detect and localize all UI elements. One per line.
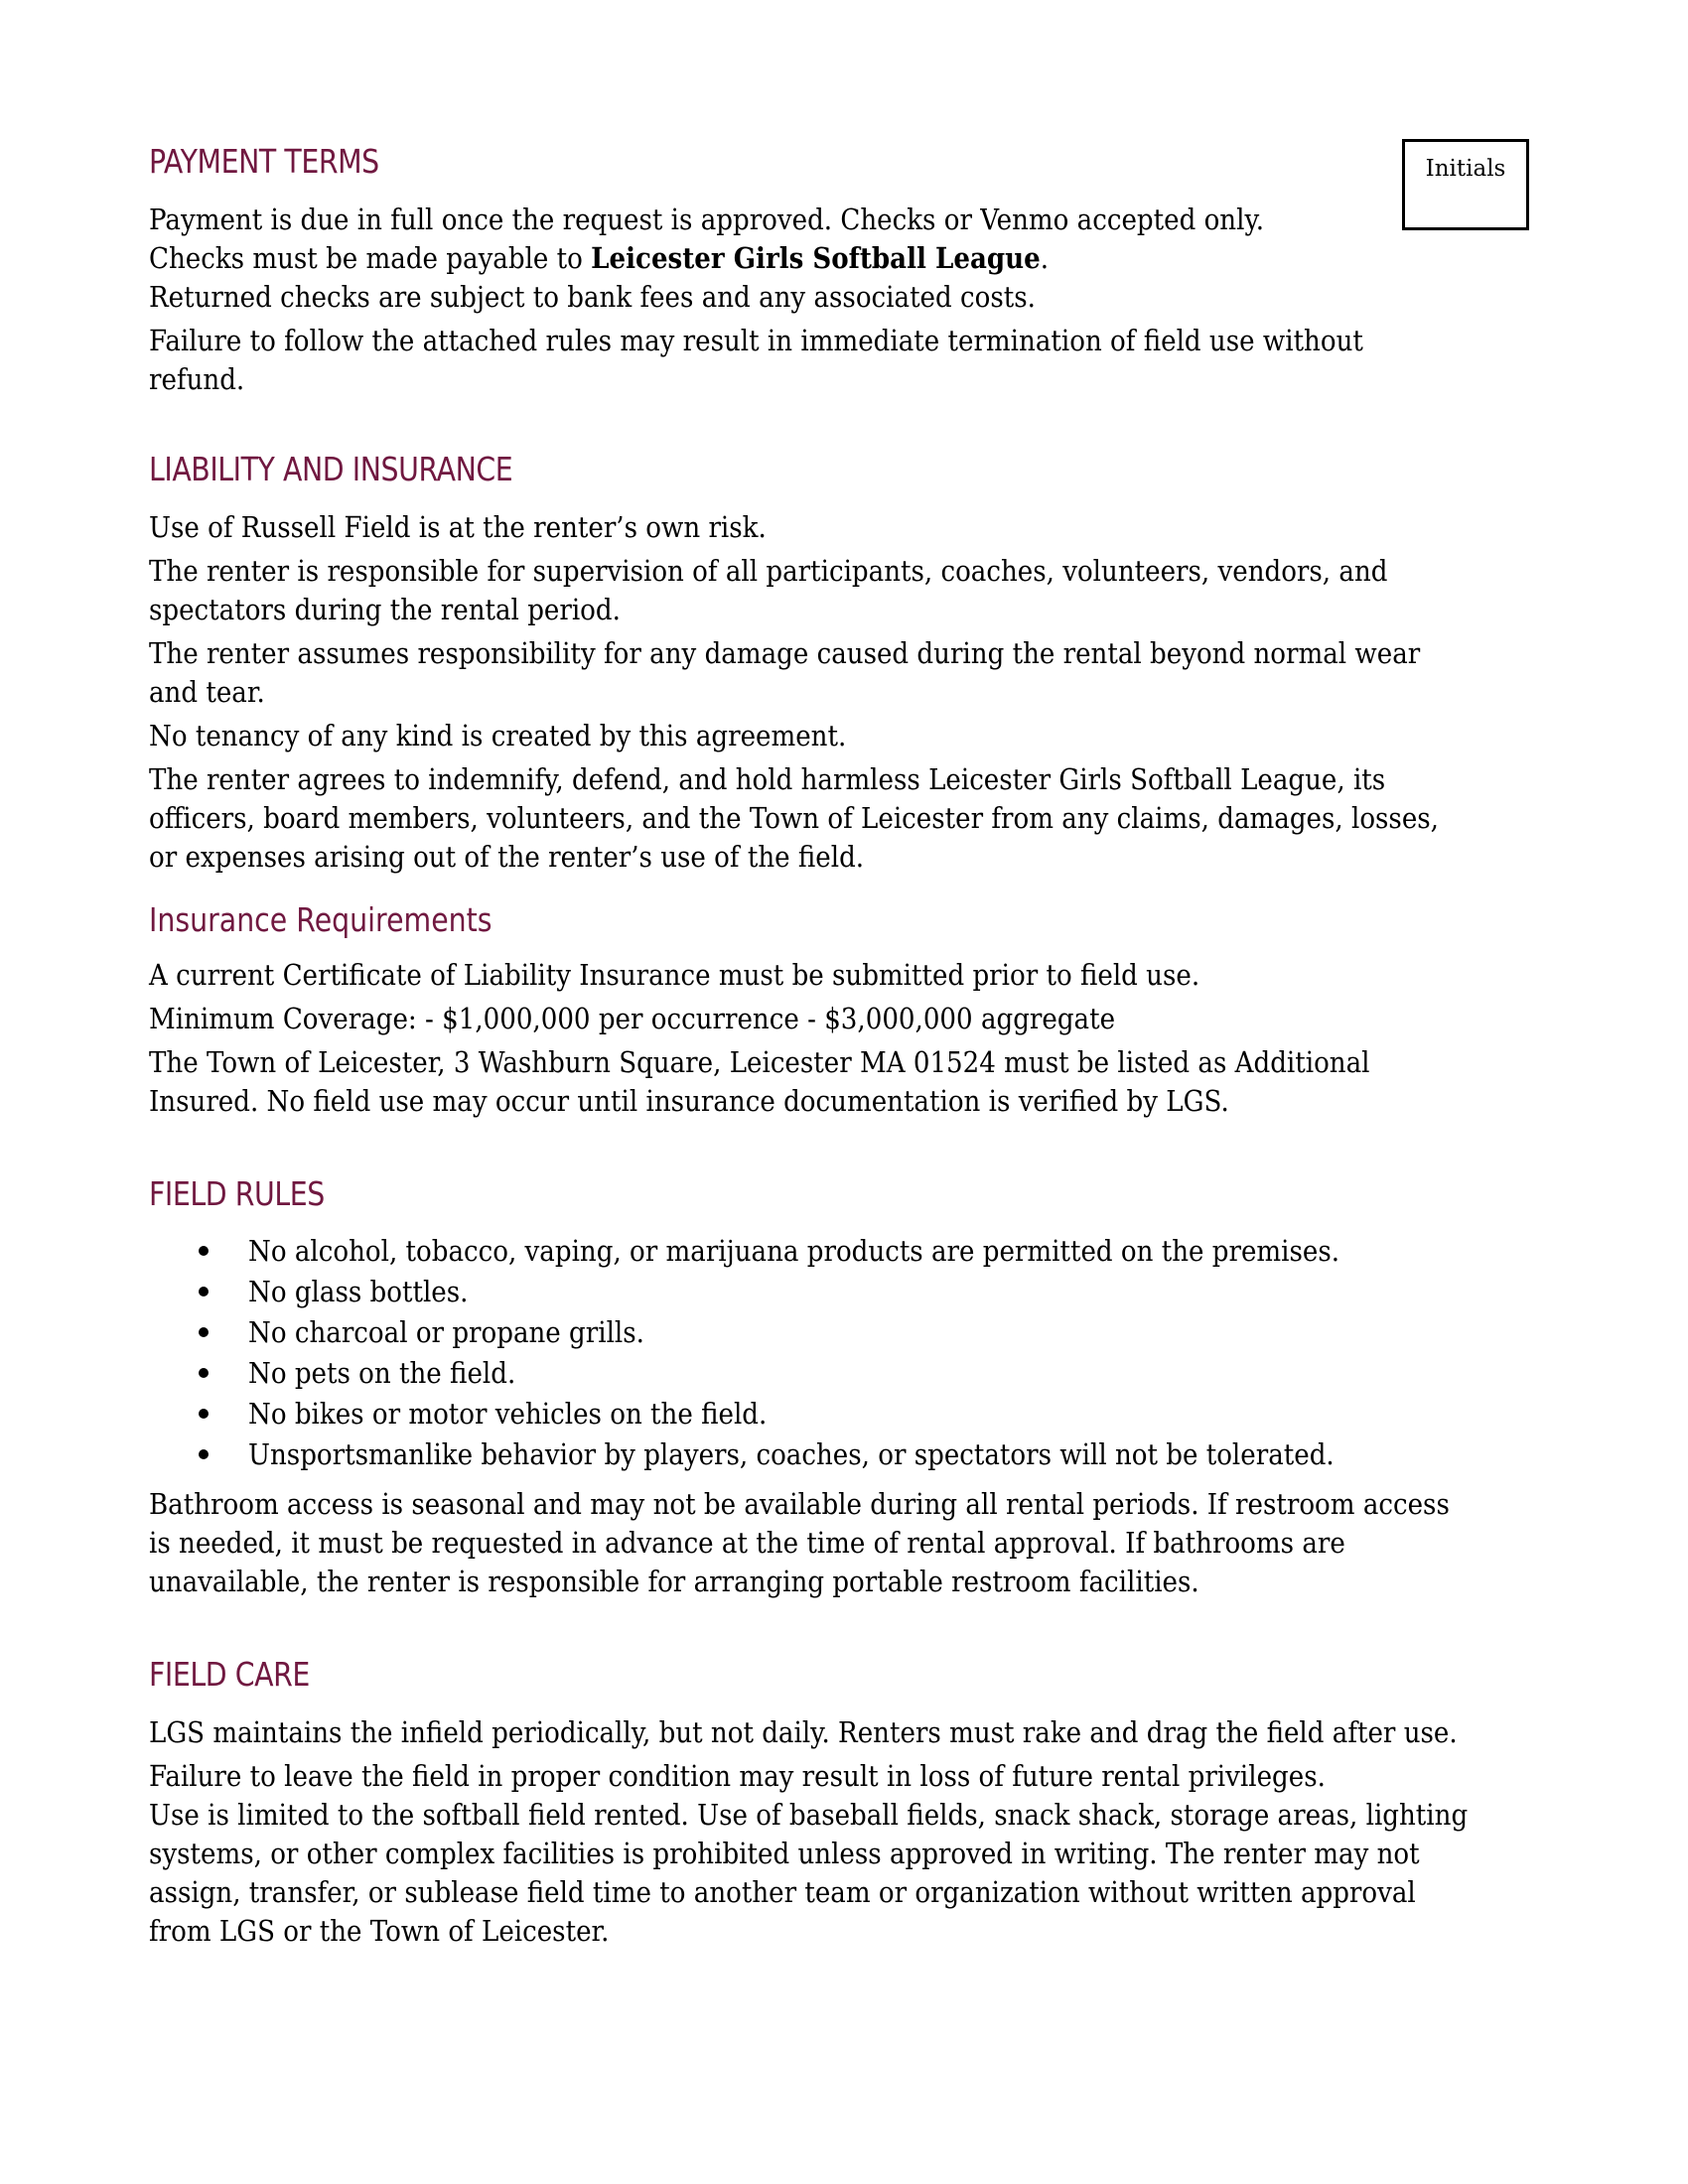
field-care-heading: FIELD CARE [149, 1655, 310, 1694]
bullet-icon [199, 1327, 209, 1337]
liability-line: The renter agrees to indemnify, defend, and hold harmless Leicester Girls Softball League, its [149, 762, 1386, 796]
field-care-line: systems, or other complex facilities is prohibited unless approved in writing. The renter may not [149, 1837, 1420, 1870]
field-care-line: Use is limited to the softball field rented. Use of baseball fields, snack shack, storage areas, lighting [149, 1798, 1469, 1832]
field-care-line: Failure to leave the field in proper condition may result in loss of future rental privileges. [149, 1759, 1326, 1793]
payment-line: Payment is due in full once the request is approved. Checks or Venmo accepted only. [149, 203, 1265, 236]
payment-line: Failure to follow the attached rules may result in immediate termination of field use without [149, 324, 1363, 357]
field-care-line: from LGS or the Town of Leicester. [149, 1914, 610, 1948]
field-rule-item: No glass bottles. [248, 1275, 469, 1308]
field-care-line: LGS maintains the infield periodically, but not daily. Renters must rake and drag the field after use. [149, 1715, 1458, 1749]
liability-line: or expenses arising out of the renter’s use of the field. [149, 840, 865, 874]
bullet-icon [199, 1409, 209, 1419]
bullet-icon [199, 1287, 209, 1297]
payee-name: Leicester Girls Softball League [591, 241, 1041, 275]
insurance-line: A current Certificate of Liability Insurance must be submitted prior to field use. [149, 958, 1200, 992]
insurance-line: Minimum Coverage: - $1,000,000 per occurrence - $3,000,000 aggregate [149, 1002, 1116, 1035]
insurance-line: The Town of Leicester, 3 Washburn Square, Leicester MA 01524 must be listed as Additional [149, 1045, 1370, 1079]
field-rule-item: No bikes or motor vehicles on the field. [248, 1397, 768, 1431]
liability-line: spectators during the rental period. [149, 593, 621, 626]
liability-line: and tear. [149, 675, 265, 709]
field-rule-item: No alcohol, tobacco, vaping, or marijuana products are permitted on the premises. [248, 1234, 1340, 1268]
liability-line: Use of Russell Field is at the renter’s own risk. [149, 510, 767, 544]
bullet-icon [199, 1368, 209, 1378]
initials-box[interactable] [1402, 139, 1529, 230]
field-care-line: assign, transfer, or sublease field time to another team or organization without written approval [149, 1875, 1416, 1909]
initials-label: Initials [1425, 156, 1506, 182]
payment-line: Returned checks are subject to bank fees and any associated costs. [149, 280, 1036, 314]
payment-terms-heading: PAYMENT TERMS [149, 142, 379, 181]
bathroom-line: unavailable, the renter is responsible for arranging portable restroom facilities. [149, 1565, 1199, 1598]
bullet-icon [199, 1449, 209, 1459]
liability-insurance-heading: LIABILITY AND INSURANCE [149, 450, 513, 488]
payment-payee-line [149, 238, 1049, 278]
payee-suffix: . [1040, 241, 1050, 275]
bathroom-line: Bathroom access is seasonal and may not be available during all rental periods. If restroom access [149, 1487, 1450, 1521]
insurance-requirements-heading: Insurance Requirements [149, 900, 492, 939]
bullet-icon [199, 1246, 209, 1256]
field-rules-heading: FIELD RULES [149, 1174, 325, 1213]
payment-line: refund. [149, 362, 245, 396]
liability-line: officers, board members, volunteers, and the Town of Leicester from any claims, damages, losses, [149, 801, 1439, 835]
field-rule-item: Unsportsmanlike behavior by players, coaches, or spectators will not be tolerated. [248, 1437, 1335, 1471]
field-rule-item: No pets on the field. [248, 1356, 516, 1390]
field-rule-item: No charcoal or propane grills. [248, 1315, 644, 1349]
insurance-line: Insured. No field use may occur until insurance documentation is verified by LGS. [149, 1084, 1229, 1118]
liability-line: The renter assumes responsibility for any damage caused during the rental beyond normal wear [149, 636, 1421, 670]
liability-line: The renter is responsible for supervision of all participants, coaches, volunteers, vendors, and [149, 554, 1388, 588]
liability-line: No tenancy of any kind is created by this agreement. [149, 719, 847, 752]
bathroom-line: is needed, it must be requested in advance at the time of rental approval. If bathrooms are [149, 1526, 1345, 1560]
payee-prefix: Checks must be made payable to [149, 241, 592, 275]
